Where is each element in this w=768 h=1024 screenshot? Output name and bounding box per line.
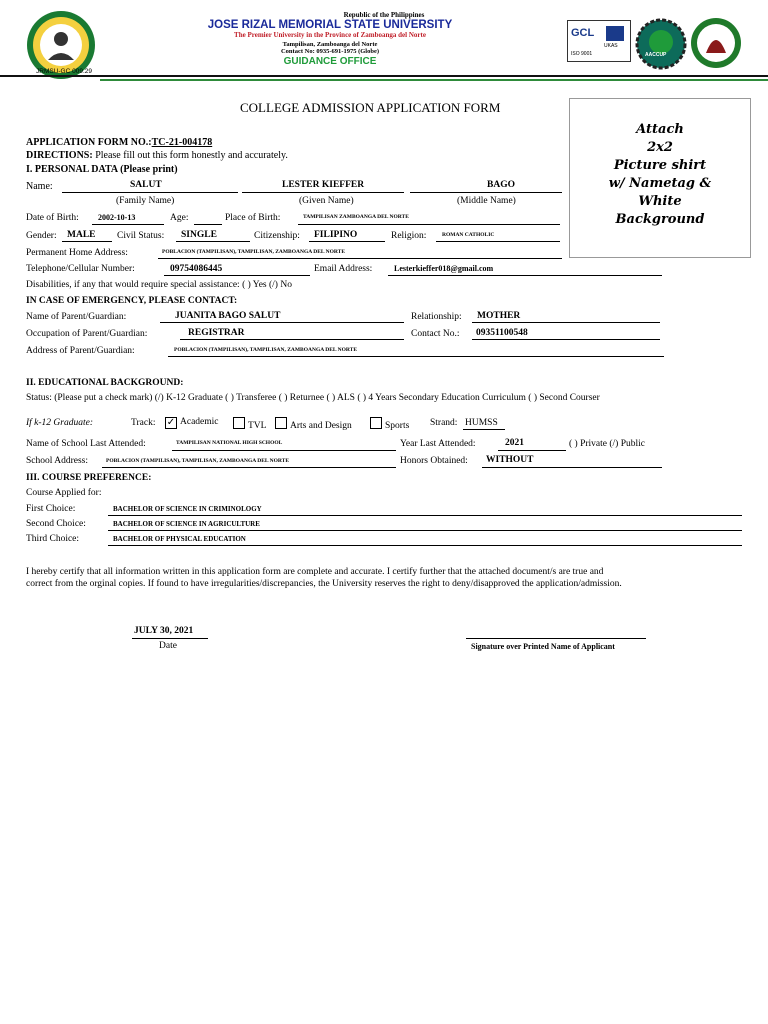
middle-name-caption: (Middle Name) — [457, 196, 516, 206]
email-value: Lesterkieffer018@gmail.com — [394, 264, 494, 273]
honors-label: Honors Obtained: — [400, 456, 468, 466]
university-name: JOSE RIZAL MEMORIAL STATE UNIVERSITY — [207, 19, 453, 31]
given-name-value: LESTER KIEFFER — [282, 180, 365, 190]
civil-status-label: Civil Status: — [117, 231, 165, 241]
school-address-value: POBLACION (TAMPILISAN), TAMPILISAN, ZAMBOANGA DEL NORTE — [106, 458, 290, 464]
telephone-value: 09754086445 — [170, 264, 223, 274]
parent-value: JUANITA BAGO SALUT — [175, 311, 281, 321]
photo-text-line: Background — [615, 212, 705, 227]
religion-value: ROMAN CATHOLIC — [442, 232, 495, 238]
app-no-value: TC-21-004178 — [151, 137, 213, 148]
third-choice-value: BACHELOR OF PHYSICAL EDUCATION — [113, 535, 246, 543]
family-name-caption: (Family Name) — [116, 196, 175, 206]
relationship-label: Relationship: — [411, 312, 462, 322]
parent-label: Name of Parent/Guardian: — [26, 312, 127, 322]
certification-line-2: correct from the orginal copies. If found to have irregularities/discrepancies, the University reserves the right to deny/disapproved the application/admission. — [26, 579, 622, 589]
academic-checkbox[interactable]: ✓ — [166, 417, 176, 428]
school-type: ( ) Private (/) Public — [569, 439, 645, 449]
course-applied-label: Course Applied for: — [26, 488, 102, 498]
first-choice-label: First Choice: — [26, 504, 76, 514]
photo-text-line: White — [638, 194, 682, 209]
school-address-label: School Address: — [26, 456, 89, 466]
university-contact: Contact No: 0935-691-1975 (Globe) — [280, 48, 380, 55]
gcl-iso-logo: GCL UKAS ISO 9001 — [567, 20, 631, 62]
form-title: COLLEGE ADMISSION APPLICATION FORM — [240, 100, 501, 115]
relationship-value: MOTHER — [477, 311, 521, 321]
age-label: Age: — [170, 213, 189, 223]
home-address-value: POBLACION (TAMPILISAN), TAMPILISAN, ZAMBOANGA DEL NORTE — [162, 249, 346, 255]
telephone-label: Telephone/Cellular Number: — [26, 264, 135, 274]
photo-text-line: Attach — [636, 122, 684, 137]
year-label: Year Last Attended: — [400, 439, 476, 449]
dob-label: Date of Birth: — [26, 213, 79, 223]
second-choice-value: BACHELOR OF SCIENCE IN AGRICULTURE — [113, 520, 260, 528]
photo-text-line: w/ Nametag & — [608, 176, 712, 191]
citizenship-value: FILIPINO — [314, 230, 358, 240]
date-value: JULY 30, 2021 — [134, 626, 194, 636]
arts-checkbox[interactable] — [275, 417, 287, 429]
photo-text-line: 2x2 — [647, 140, 673, 155]
disabilities-text: Disabilities, if any that would require special assistance: ( ) Yes (/) No — [26, 280, 292, 290]
pob-value: TAMPILISAN ZAMBOANGA DEL NORTE — [303, 214, 409, 220]
guidance-office: GUIDANCE OFFICE — [283, 56, 377, 67]
honors-value: WITHOUT — [486, 455, 534, 465]
home-address-label: Permanent Home Address: — [26, 248, 128, 258]
university-tagline: The Premier University in the Province of Zamboanga del Norte — [234, 31, 426, 39]
tvl-checkbox[interactable] — [233, 417, 245, 429]
college-seal — [690, 17, 742, 69]
religion-label: Religion: — [391, 231, 427, 241]
signature-label: Signature over Printed Name of Applicant — [471, 642, 615, 651]
section-education: II. EDUCATIONAL BACKGROUND: — [26, 378, 184, 388]
third-choice-label: Third Choice: — [26, 534, 80, 544]
status-text: Status: (Please put a check mark) (/) K-12 Graduate ( ) Transferee ( ) Returnee ( ) ALS ( ) 4 Years Secondary Education Curriculum ( ) Second Courser — [26, 393, 600, 403]
gender-label: Gender: — [26, 231, 57, 241]
contact-value: 09351100548 — [476, 328, 528, 338]
year-value: 2021 — [505, 438, 524, 448]
emergency-heading: IN CASE OF EMERGENCY, PLEASE CONTACT: — [26, 296, 238, 306]
republic-text: Republic of the Philippines — [343, 11, 425, 19]
second-choice-label: Second Choice: — [26, 519, 86, 529]
strand-label: Strand: — [430, 418, 458, 428]
track-sports[interactable]: Sports — [370, 417, 409, 431]
doc-code: JRMSU-GC 009.29 — [36, 68, 92, 75]
k12-label: If k-12 Graduate: — [26, 418, 94, 428]
date-label: Date — [159, 641, 177, 651]
track-label: Track: — [131, 418, 156, 428]
school-label: Name of School Last Attended: — [26, 439, 146, 449]
university-address: Tampilisan, Zamboanga del Norte — [282, 41, 378, 48]
track-tvl[interactable]: TVL — [233, 417, 266, 431]
occupation-value: REGISTRAR — [188, 328, 245, 338]
parent-address-value: POBLACION (TAMPILISAN), TAMPILISAN, ZAMBOANGA DEL NORTE — [174, 347, 358, 353]
gender-value: MALE — [67, 230, 96, 240]
section-course: III. COURSE PREFERENCE: — [26, 473, 152, 483]
email-label: Email Address: — [314, 264, 373, 274]
family-name-value: SALUT — [130, 180, 162, 190]
section-personal-data: I. PERSONAL DATA (Please print) — [26, 164, 178, 175]
app-no-label: APPLICATION FORM NO.:TC-21-004178 — [26, 137, 213, 148]
name-label: Name: — [26, 181, 53, 192]
dob-value: 2002-10-13 — [98, 213, 136, 222]
header-rule-dark — [0, 75, 768, 77]
contact-label: Contact No.: — [411, 329, 460, 339]
track-academic[interactable]: ✓ Academic — [166, 417, 219, 428]
occupation-label: Occupation of Parent/Guardian: — [26, 329, 148, 339]
track-arts[interactable]: Arts and Design — [275, 417, 352, 431]
photo-box — [569, 98, 751, 258]
sports-checkbox[interactable] — [370, 417, 382, 429]
directions: DIRECTIONS: Please fill out this form honestly and accurately. — [26, 150, 288, 161]
aaccup-logo: AACCUP — [635, 18, 687, 70]
parent-address-label: Address of Parent/Guardian: — [26, 346, 135, 356]
photo-text-line: Picture shirt — [613, 158, 707, 173]
certification-line-1: I hereby certify that all information written in this application form are complete and accurate. I certify further that the attached document/s are true and — [26, 567, 604, 577]
middle-name-value: BAGO — [487, 180, 515, 190]
pob-label: Place of Birth: — [225, 213, 281, 223]
strand-value: HUMSS — [465, 418, 498, 428]
citizenship-label: Citizenship: — [254, 231, 300, 241]
school-value: TAMPILISAN NATIONAL HIGH SCHOOL — [176, 440, 283, 446]
first-choice-value: BACHELOR OF SCIENCE IN CRIMINOLOGY — [113, 505, 262, 513]
header-rule-green — [100, 79, 768, 81]
civil-status-value: SINGLE — [181, 230, 217, 240]
given-name-caption: (Given Name) — [299, 196, 354, 206]
